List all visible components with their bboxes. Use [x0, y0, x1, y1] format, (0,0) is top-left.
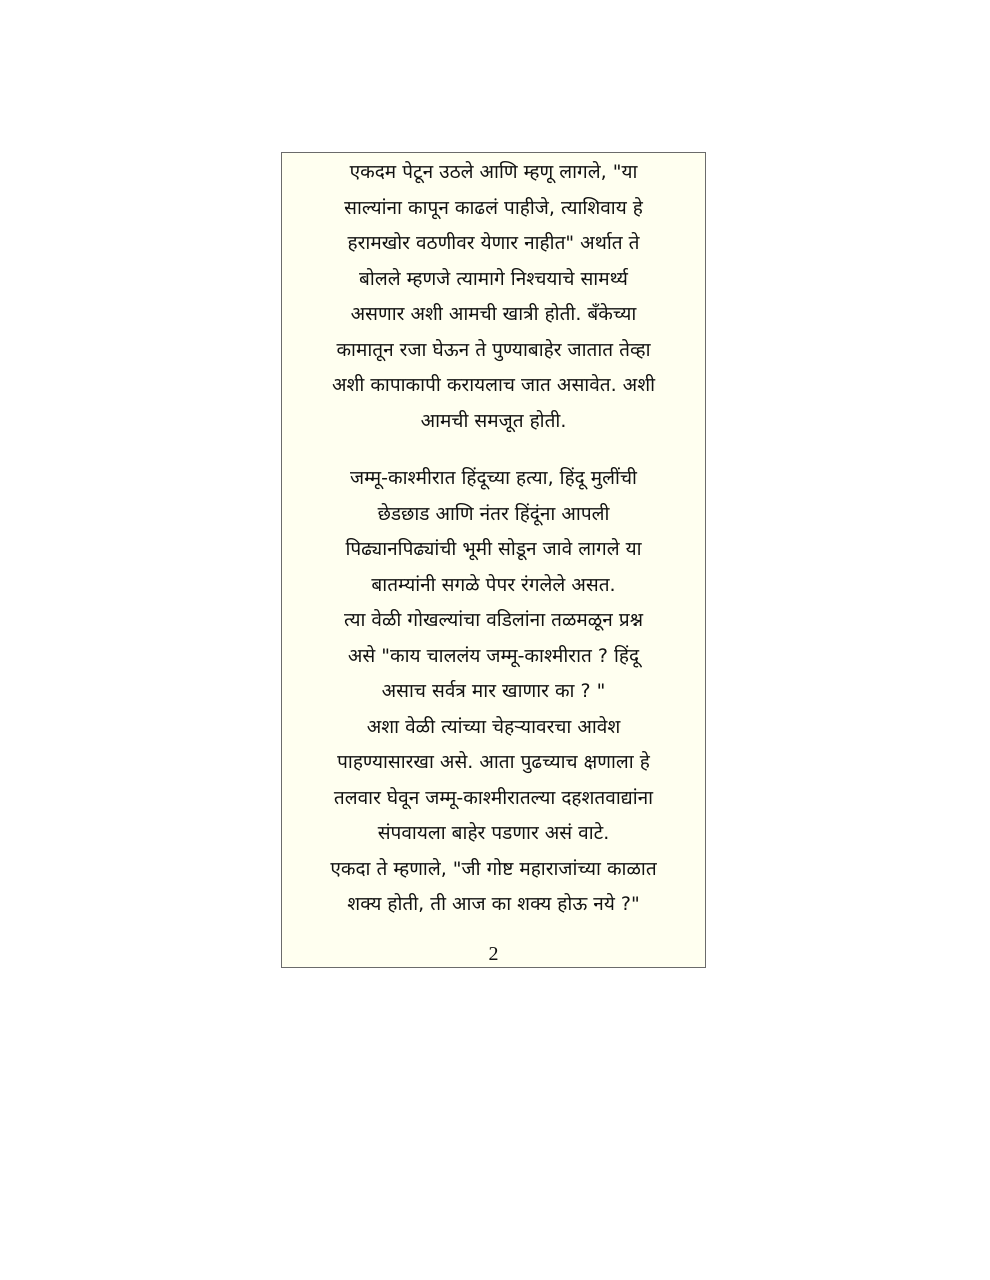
text-line: कामातून रजा घेऊन ते पुण्याबाहेर जातात तेव्हा: [336, 338, 651, 361]
text-line: पिढ्यानपिढ्यांची भूमी सोडून जावे लागले या: [345, 538, 642, 560]
text-line: साल्यांना कापून काढलं पाहीजे, त्याशिवाय हे: [344, 196, 643, 219]
paragraph-1: [282, 155, 705, 439]
text-line: तलवार घेवून जम्मू-काश्मीरातल्या दहशतवाद्यांना: [333, 786, 654, 809]
text-line: संपवायला बाहेर पडणार असं वाटे.: [377, 822, 610, 844]
text-line: असाच सर्वत्र मार खाणार का ? ": [381, 680, 606, 702]
text-line: एकदा ते म्हणाले, "जी गोष्ट महाराजांच्या काळात: [330, 857, 657, 880]
paragraph-2: [282, 461, 705, 923]
text-line: आमची समजूत होती.: [420, 409, 567, 432]
text-line: बोलले म्हणजे त्यामागे निश्चयाचे सामर्थ्य: [359, 267, 628, 290]
text-line: बातम्यांनी सगळे पेपर रंगलेले असत.: [371, 573, 616, 596]
text-line: एकदम पेटून उठले आणि म्हणू लागले, "या: [349, 161, 638, 183]
text-line: अशा वेळी त्यांच्या चेहऱ्यावरचा आवेश: [366, 715, 621, 738]
text-line: पाहण्यासारखा असे. आता पुढच्याच क्षणाला हे: [337, 751, 650, 773]
page-content-box: [281, 152, 706, 968]
text-line: छेडछाड आणि नंतर हिंदूंना आपली: [377, 502, 610, 525]
text-line: शक्य होती, ती आज का शक्य होऊ नये ?": [347, 893, 640, 915]
text-line: असे "काय चाललंय जम्मू-काश्मीरात ? हिंदू: [347, 644, 640, 667]
text-line: हरामखोर वठणीवर येणार नाहीत" अर्थात ते: [347, 232, 640, 254]
text-line: जम्मू-काश्मीरात हिंदूच्या हत्या, हिंदू मुलींची: [350, 467, 637, 489]
text-line: अशी कापाकापी करायलाच जात असावेत. अशी: [331, 374, 656, 396]
text-line: असणार अशी आमची खात्री होती. बँकेच्या: [350, 303, 637, 325]
page-number: 2: [488, 943, 499, 965]
text-line: त्या वेळी गोखल्यांचा वडिलांना तळमळून प्रश्न: [343, 609, 644, 631]
